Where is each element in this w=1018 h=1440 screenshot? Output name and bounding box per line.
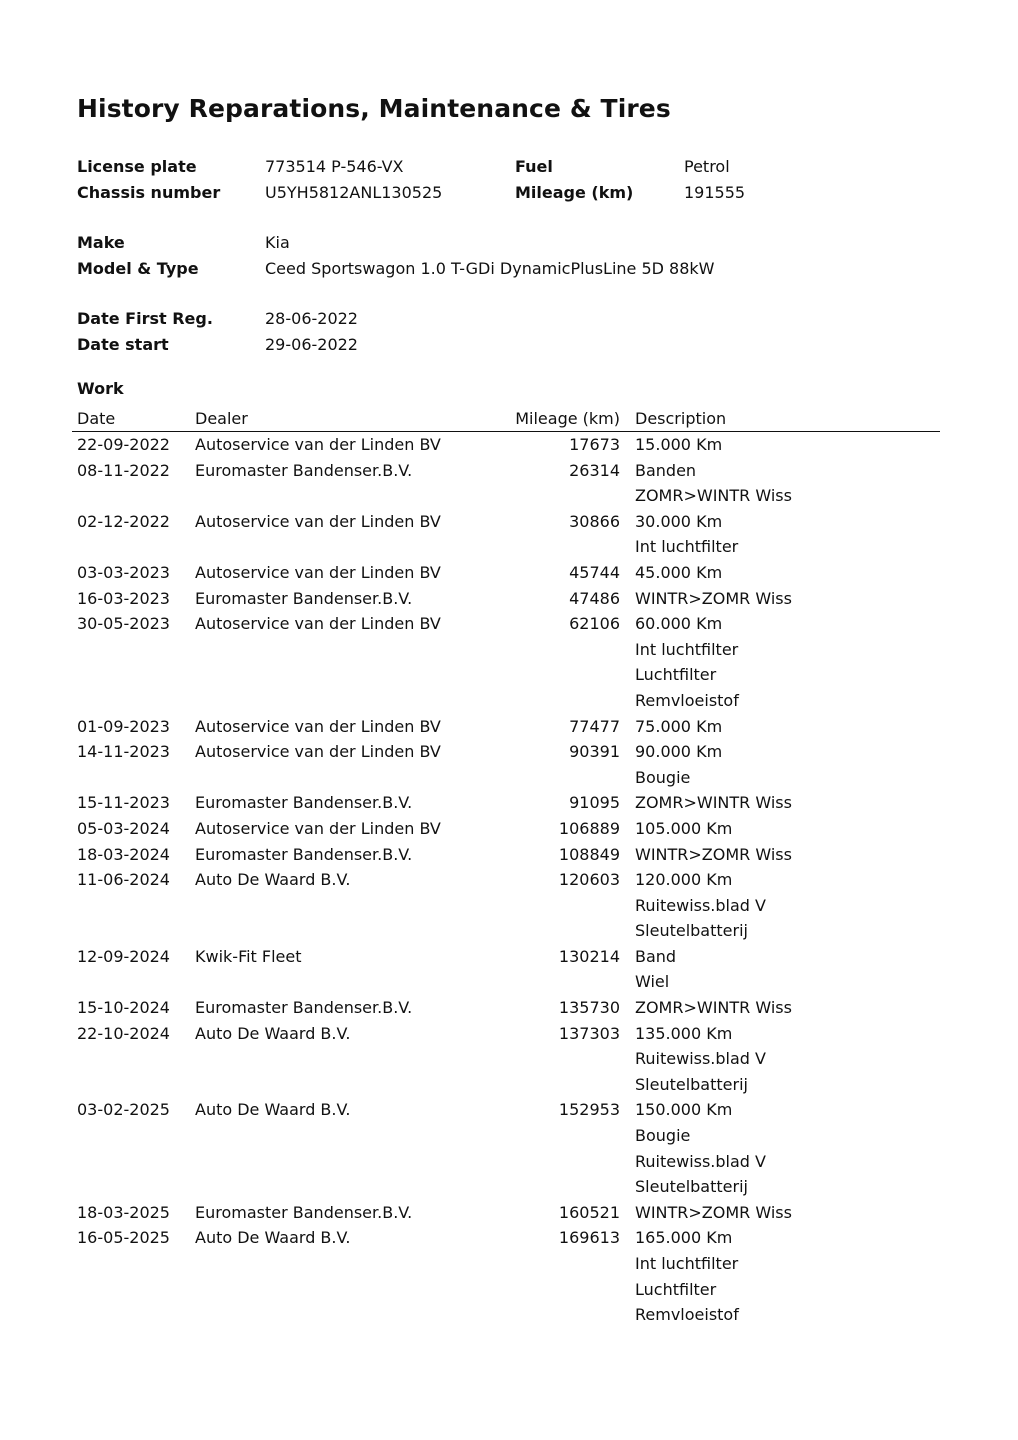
date-first-reg-label: Date First Reg. <box>77 309 213 329</box>
row-description <box>635 790 940 816</box>
description-line: Remvloeistof <box>635 1305 739 1325</box>
description-line: ZOMR>WINTR Wiss <box>635 793 792 813</box>
work-table-header <box>72 406 940 432</box>
page-title: History Reparations, Maintenance & Tires <box>77 94 671 123</box>
info-row-date-start <box>77 332 937 358</box>
header-dealer: Dealer <box>195 409 248 428</box>
row-date: 16-03-2023 <box>77 588 170 608</box>
row-mileage: 135730 <box>558 998 620 1018</box>
info-spacer <box>77 205 937 230</box>
row-mileage: 26314 <box>569 460 620 480</box>
table-row <box>72 432 940 458</box>
description-line: Luchtfilter <box>635 665 717 685</box>
row-description <box>635 586 940 612</box>
row-mileage: 108849 <box>558 844 620 864</box>
work-table <box>72 406 940 1328</box>
table-row <box>72 739 940 790</box>
row-description <box>635 1200 940 1226</box>
table-row <box>72 458 940 509</box>
row-dealer: Euromaster Bandenser.B.V. <box>195 1202 413 1222</box>
description-line: 45.000 Km <box>635 562 723 582</box>
table-row <box>72 816 940 842</box>
table-row <box>72 867 940 944</box>
date-first-reg-value: 28-06-2022 <box>265 309 358 329</box>
row-description <box>635 560 940 586</box>
description-line: 60.000 Km <box>635 614 723 634</box>
description-line: 120.000 Km <box>635 870 733 890</box>
make-label: Make <box>77 233 125 253</box>
header-date: Date <box>77 409 116 428</box>
row-dealer: Euromaster Bandenser.B.V. <box>195 460 413 480</box>
row-description <box>635 739 940 790</box>
row-description <box>635 509 940 560</box>
row-date: 14-11-2023 <box>77 742 170 762</box>
description-line: Bougie <box>635 767 691 787</box>
row-date: 08-11-2022 <box>77 460 170 480</box>
row-dealer: Euromaster Bandenser.B.V. <box>195 588 413 608</box>
row-description <box>635 944 940 995</box>
info-row-model <box>77 256 937 282</box>
description-line: Int luchtfilter <box>635 1254 739 1273</box>
table-row <box>72 1097 940 1199</box>
description-line: WINTR>ZOMR Wiss <box>635 1202 792 1222</box>
description-line: 90.000 Km <box>635 742 723 762</box>
description-line: 150.000 Km <box>635 1100 733 1120</box>
description-line: WINTR>ZOMR Wiss <box>635 588 792 608</box>
row-mileage: 47486 <box>569 588 620 608</box>
row-dealer: Auto De Waard B.V. <box>195 1228 351 1248</box>
row-description <box>635 1097 940 1199</box>
row-mileage: 169613 <box>558 1228 620 1248</box>
row-mileage: 137303 <box>558 1023 620 1043</box>
row-dealer: Autoservice van der Linden BV <box>195 716 441 736</box>
row-mileage: 62106 <box>569 614 620 634</box>
description-line: 15.000 Km <box>635 435 723 454</box>
row-dealer: Euromaster Bandenser.B.V. <box>195 998 413 1018</box>
row-mileage: 90391 <box>569 742 620 762</box>
row-description <box>635 1225 940 1327</box>
row-date: 15-10-2024 <box>77 998 170 1018</box>
description-line: Sleutelbatterij <box>635 1177 748 1197</box>
row-date: 12-09-2024 <box>77 946 170 966</box>
row-description <box>635 714 940 740</box>
mileage-label: Mileage (km) <box>515 182 634 202</box>
info-row-first-reg <box>77 306 937 332</box>
description-line: 165.000 Km <box>635 1228 733 1248</box>
description-line: 30.000 Km <box>635 511 723 531</box>
row-date: 11-06-2024 <box>77 870 170 890</box>
row-mileage: 130214 <box>558 946 620 966</box>
description-line: WINTR>ZOMR Wiss <box>635 844 792 864</box>
row-mileage: 160521 <box>558 1202 620 1222</box>
license-plate-value: 773514 P-546-VX <box>265 157 404 176</box>
description-line: 105.000 Km <box>635 818 733 838</box>
row-date: 18-03-2025 <box>77 1202 170 1222</box>
description-line: Bougie <box>635 1126 691 1146</box>
description-line: ZOMR>WINTR Wiss <box>635 998 792 1018</box>
table-row <box>72 1200 940 1226</box>
date-start-label: Date start <box>77 334 169 354</box>
chassis-label: Chassis number <box>77 182 221 202</box>
row-mileage: 120603 <box>558 870 620 890</box>
description-line: Ruitewiss.blad V <box>635 1151 766 1171</box>
row-dealer: Autoservice van der Linden BV <box>195 742 441 762</box>
row-date: 16-05-2025 <box>77 1228 170 1248</box>
row-date: 18-03-2024 <box>77 844 170 864</box>
mileage-value: 191555 <box>684 182 746 202</box>
row-dealer: Euromaster Bandenser.B.V. <box>195 793 413 813</box>
work-section-title: Work <box>77 379 124 398</box>
row-date: 15-11-2023 <box>77 793 170 813</box>
table-row <box>72 560 940 586</box>
row-description <box>635 842 940 868</box>
table-row <box>72 944 940 995</box>
row-date: 22-09-2022 <box>77 435 170 454</box>
row-date: 03-03-2023 <box>77 562 170 582</box>
fuel-value: Petrol <box>684 157 730 176</box>
row-date: 01-09-2023 <box>77 716 170 736</box>
row-dealer: Auto De Waard B.V. <box>195 1100 351 1120</box>
table-row <box>72 586 940 612</box>
row-date: 22-10-2024 <box>77 1023 170 1043</box>
table-row <box>72 1021 940 1098</box>
row-mileage: 91095 <box>569 793 620 813</box>
description-line: Sleutelbatterij <box>635 921 748 941</box>
row-dealer: Auto De Waard B.V. <box>195 1023 351 1043</box>
row-description <box>635 458 940 509</box>
row-description <box>635 867 940 944</box>
description-line: Int luchtfilter <box>635 537 739 557</box>
description-line: 135.000 Km <box>635 1023 733 1043</box>
row-description <box>635 432 940 458</box>
table-row <box>72 509 940 560</box>
row-date: 05-03-2024 <box>77 818 170 838</box>
row-date: 02-12-2022 <box>77 511 170 531</box>
header-mileage: Mileage (km) <box>515 409 620 428</box>
row-mileage: 106889 <box>558 818 620 838</box>
row-date: 03-02-2025 <box>77 1100 170 1120</box>
date-start-value: 29-06-2022 <box>265 334 358 354</box>
table-row <box>72 611 940 713</box>
work-rows <box>72 432 940 1328</box>
row-mileage: 152953 <box>558 1100 620 1120</box>
row-mileage: 30866 <box>569 511 620 531</box>
description-line: Sleutelbatterij <box>635 1074 748 1094</box>
model-value: Ceed Sportswagon 1.0 T-GDi DynamicPlusLine 5D 88kW <box>265 258 715 278</box>
row-description <box>635 611 940 713</box>
description-line: 75.000 Km <box>635 716 723 736</box>
chassis-value: U5YH5812ANL130525 <box>265 182 443 202</box>
info-spacer <box>77 281 937 306</box>
description-line: Band <box>635 946 677 966</box>
description-line: Ruitewiss.blad V <box>635 895 766 915</box>
row-date: 30-05-2023 <box>77 614 170 634</box>
table-row <box>72 995 940 1021</box>
row-mileage: 77477 <box>569 716 620 736</box>
row-dealer: Autoservice van der Linden BV <box>195 511 441 531</box>
vehicle-info <box>77 154 937 358</box>
info-row-make <box>77 230 937 256</box>
row-dealer: Autoservice van der Linden BV <box>195 818 441 838</box>
table-row <box>72 714 940 740</box>
table-row <box>72 842 940 868</box>
fuel-label: Fuel <box>515 157 553 176</box>
model-label: Model & Type <box>77 258 199 278</box>
description-line: Ruitewiss.blad V <box>635 1049 766 1069</box>
row-dealer: Autoservice van der Linden BV <box>195 614 441 634</box>
info-row-chassis-mileage <box>77 180 937 206</box>
header-description: Description <box>635 409 727 428</box>
row-description <box>635 995 940 1021</box>
info-row-plate-fuel <box>77 154 937 180</box>
row-dealer: Auto De Waard B.V. <box>195 870 351 890</box>
row-dealer: Autoservice van der Linden BV <box>195 562 441 582</box>
description-line: ZOMR>WINTR Wiss <box>635 486 792 506</box>
row-mileage: 17673 <box>569 435 620 454</box>
row-description <box>635 1021 940 1098</box>
description-line: Wiel <box>635 972 670 992</box>
description-line: Banden <box>635 460 697 480</box>
row-dealer: Kwik-Fit Fleet <box>195 946 302 966</box>
table-row <box>72 1225 940 1327</box>
row-description <box>635 816 940 842</box>
row-dealer: Autoservice van der Linden BV <box>195 435 441 454</box>
make-value: Kia <box>265 233 290 253</box>
row-mileage: 45744 <box>569 562 620 582</box>
license-plate-label: License plate <box>77 157 197 176</box>
table-row <box>72 790 940 816</box>
description-line: Remvloeistof <box>635 690 739 710</box>
description-line: Int luchtfilter <box>635 639 739 659</box>
description-line: Luchtfilter <box>635 1279 717 1299</box>
row-dealer: Euromaster Bandenser.B.V. <box>195 844 413 864</box>
